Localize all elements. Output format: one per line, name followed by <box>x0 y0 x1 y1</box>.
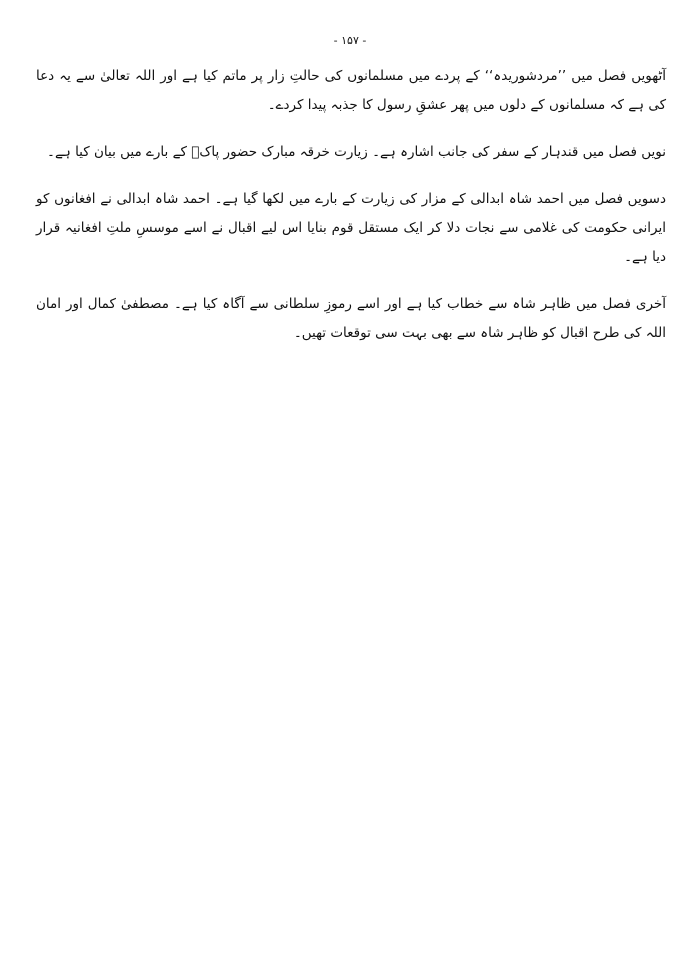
body-text <box>36 62 666 366</box>
paragraph-last-chapter: آخری فصل میں ظاہر شاہ سے خطاب کیا ہے اور اسے رموزِ سلطانی سے آگاہ کیا ہے۔ مصطفیٰ کمال اور امان اللہ کی طرح اقبال کو ظاہر شاہ سے بھی بہت سی توقعات تھیں۔ <box>36 296 666 341</box>
paragraph-ninth-chapter: نویں فصل میں قندہار کے سفر کی جانب اشارہ ہے۔ زیارت خرقہ مبارک حضور پاکؐ کے بارے میں بیان کیا ہے۔ <box>47 144 666 160</box>
page-number: - ۱۵۷ - <box>333 34 367 47</box>
paragraph-tenth-chapter: دسویں فصل میں احمد شاہ ابدالی کے مزار کی زیارت کے بارے میں لکھا گیا ہے۔ احمد شاہ ابدالی نے افغانوں کو ایرانی حکومت کی غلامی سے نجات دلا کر ایک مستقل قوم بنایا اس لیے اقبال نے اسے موسسِ ملتِ افغانیہ قرار دیا ہے۔ <box>36 191 666 265</box>
paragraph-eighth-chapter: آٹھویں فصل میں ’’مردشوریدہ‘‘ کے پردے میں مسلمانوں کی حالتِ زار پر ماتم کیا ہے اور اللہ تعالیٰ سے یہ دعا کی ہے کہ مسلمانوں کے دلوں میں پھر عشقِ رسول کا جذبہ پیدا کردے۔ <box>36 68 666 113</box>
